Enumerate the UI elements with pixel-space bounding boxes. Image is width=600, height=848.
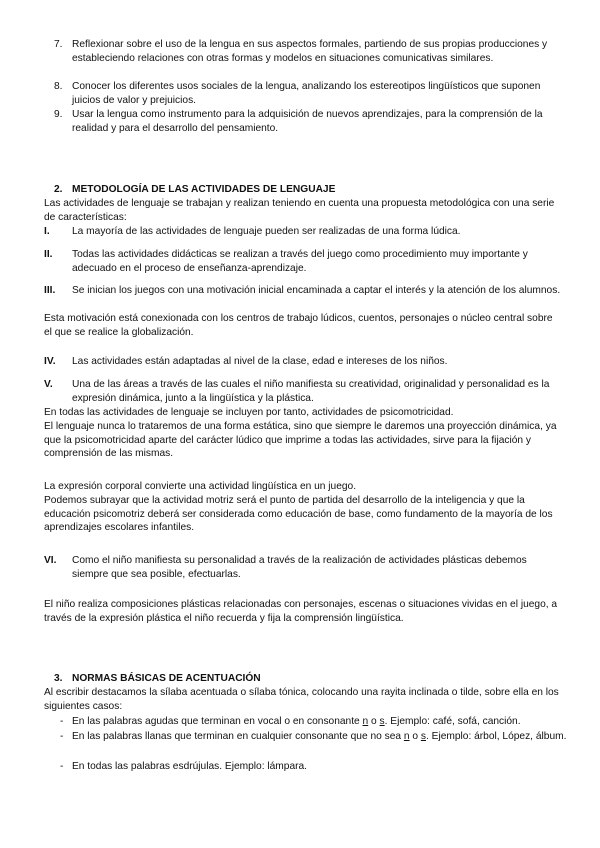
list-item (60, 760, 570, 774)
list-item (44, 378, 564, 405)
list-number: IV. (44, 356, 56, 367)
section-title: NORMAS BÁSICAS DE ACENTUACIÓN (72, 673, 261, 684)
paragraph: En todas las actividades de lenguaje se incluyen por tanto, actividades de psicomotricidad. (44, 407, 454, 418)
list-text: En las palabras agudas que terminan en vocal o en consonante n o s. Ejemplo: café, sofá, canción. (72, 716, 521, 727)
section-title: METODOLOGÍA DE LAS ACTIVIDADES DE LENGUAJE (72, 184, 336, 195)
list-text: Conocer los diferentes usos sociales de la lengua, analizando los estereotipos lingüísticos que suponen juicios de valor y prejuicios. (72, 81, 541, 106)
paragraph: El niño realiza composiciones plásticas relacionadas con personajes, escenas o situaciones vividas en el juego, a través de la expresión plástica el niño recuerda y fija la comprensión lingüística. (44, 599, 558, 624)
list-text: Una de las áreas a través de las cuales el niño manifiesta su creatividad, originalidad y personalidad es la expresión dinámica, junto a la lingüística y la plástica. (72, 379, 550, 404)
section-number: 2. (54, 184, 63, 195)
list-dash: - (60, 716, 64, 727)
list-text: Usar la lengua como instrumento para la adquisición de nuevos aprendizajes, para la comprensión de la realidad y para el desarrollo del pensamiento. (72, 109, 543, 134)
list-number: I. (44, 226, 50, 237)
list-item (60, 715, 570, 729)
list-number: II. (44, 249, 53, 260)
list-item (44, 225, 564, 239)
section-intro: Las actividades de lenguaje se trabajan y realizan teniendo en cuenta una propuesta metodológica con una serie de características: (44, 198, 555, 223)
list-item (60, 730, 570, 744)
paragraph: Esta motivación está conexionada con los centros de trabajo lúdicos, cuentos, personajes o núcleo central sobre el que se realice la globalización. (44, 313, 553, 338)
paragraph: La expresión corporal convierte una actividad lingüística en un juego. (44, 481, 357, 492)
list-item (44, 284, 564, 298)
list-text: Reflexionar sobre el uso de la lengua en sus aspectos formales, partiendo de sus propias producciones y estableciendo relaciones con otras formas y modelos en situaciones comunicativas similares. (72, 39, 548, 64)
paragraph: El lenguaje nunca lo trataremos de una forma estática, sino que siempre le daremos una proyección dinámica, ya que la psicomotricidad aparte del carácter lúdico que imprime a todas las actividades, sirve para la fijación y comprensión de las mismas. (44, 421, 557, 460)
list-number: 7. (54, 39, 63, 50)
list-item (54, 108, 564, 135)
list-number: 9. (54, 109, 63, 120)
list-item (44, 554, 564, 581)
list-text: En las palabras llanas que terminan en cualquier consonante que no sea n o s. Ejemplo: árbol, López, álbum. (72, 731, 567, 742)
section-number: 3. (54, 673, 63, 684)
list-number: 8. (54, 81, 63, 92)
list-number: VI. (44, 555, 57, 566)
list-item (44, 248, 564, 275)
list-item (54, 38, 564, 65)
list-text: En todas las palabras esdrújulas. Ejemplo: lámpara. (72, 761, 308, 772)
list-item (54, 80, 564, 107)
list-dash: - (60, 761, 64, 772)
list-text: La mayoría de las actividades de lenguaje pueden ser realizadas de una forma lúdica. (72, 226, 461, 237)
list-item (44, 355, 564, 369)
list-number: V. (44, 379, 53, 390)
list-dash: - (60, 731, 64, 742)
section-intro: Al escribir destacamos la sílaba acentuada o sílaba tónica, colocando una rayita inclinada o tilde, sobre ella en los siguientes casos: (44, 687, 559, 712)
list-text: Como el niño manifiesta su personalidad a través de la realización de actividades plásticas debemos siempre que sea posible, efectuarlas. (72, 555, 527, 580)
paragraph: Podemos subrayar que la actividad motriz será el punto de partida del desarrollo de la inteligencia y que la educación psicomotriz deberá ser considerada como educación de base, como fundamento de la mayoría de los aprendizajes escolares infantiles. (44, 495, 553, 534)
list-text: Todas las actividades didácticas se realizan a través del juego como procedimiento muy importante y adecuado en el proceso de enseñanza-aprendizaje. (72, 249, 528, 274)
list-text: Las actividades están adaptadas al nivel de la clase, edad e intereses de los niños. (72, 356, 448, 367)
list-text: Se inician los juegos con una motivación inicial encaminada a captar el interés y la atención de los alumnos. (72, 285, 561, 296)
list-number: III. (44, 285, 56, 296)
